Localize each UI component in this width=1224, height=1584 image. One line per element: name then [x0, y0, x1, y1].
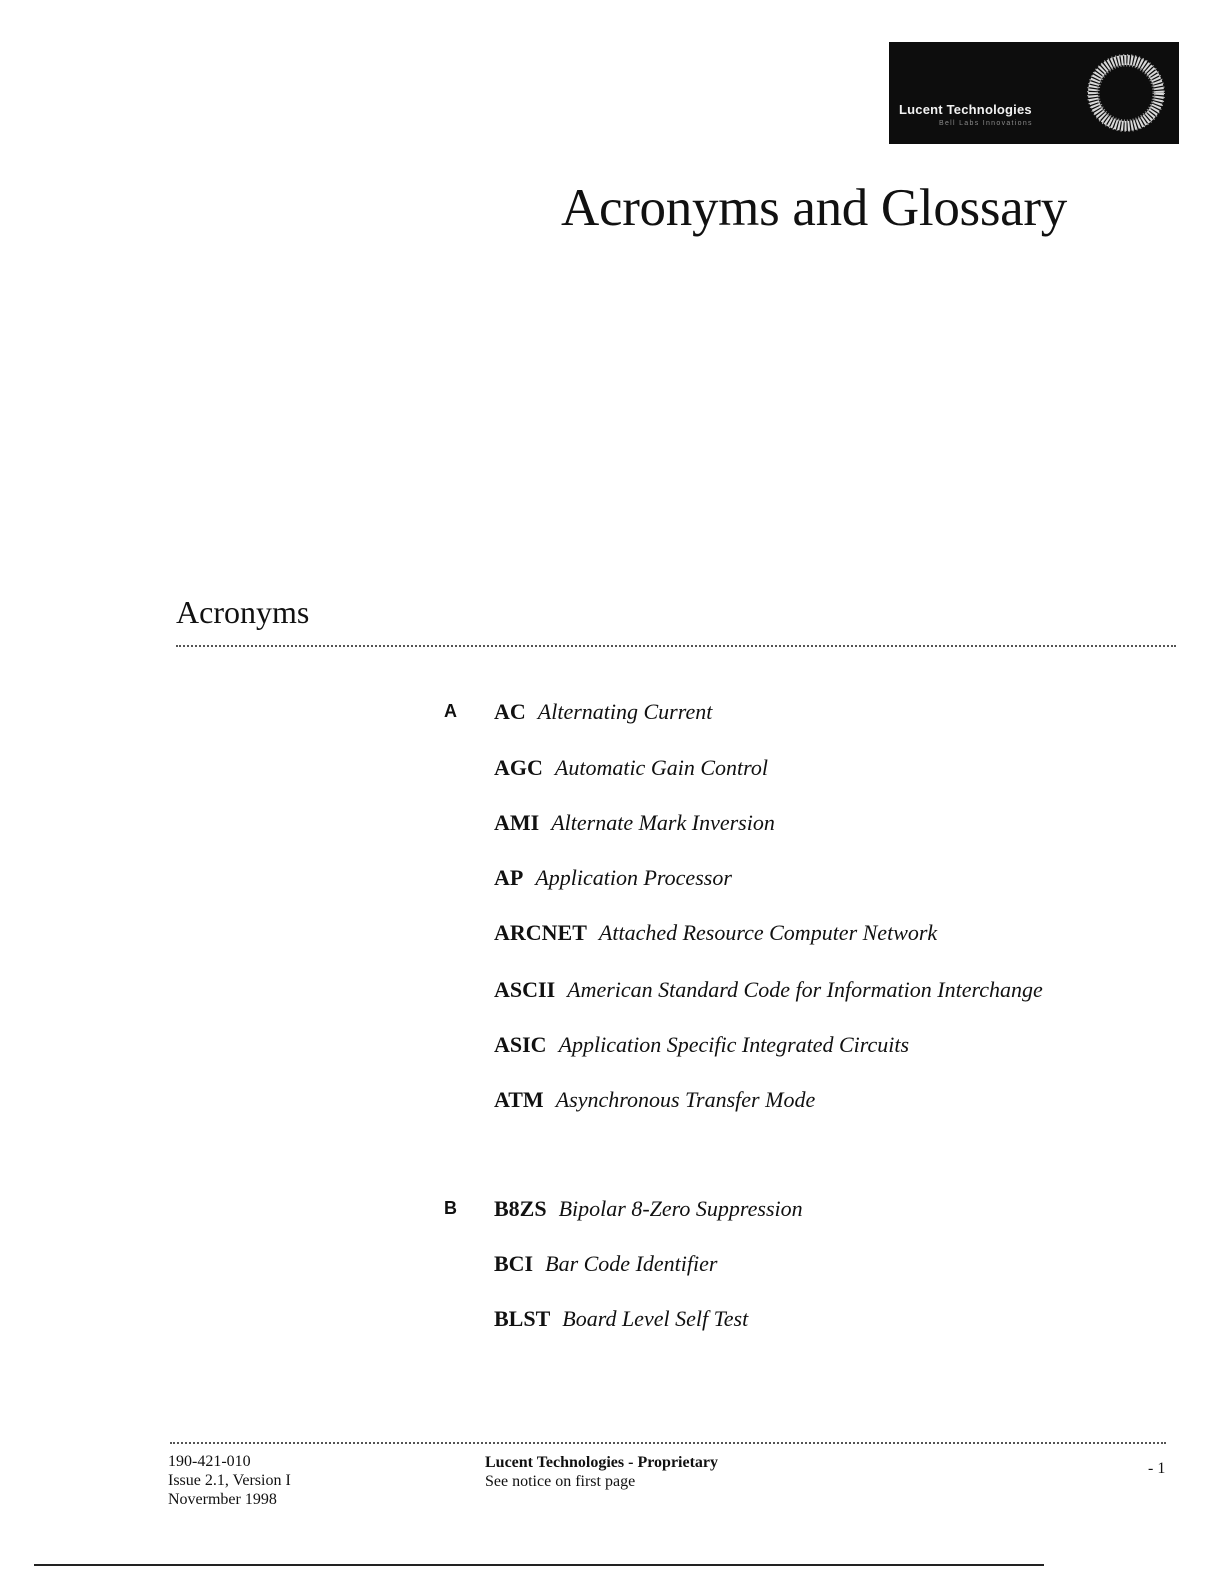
acronym-definition: Alternating Current	[537, 699, 713, 724]
acronym-entry	[494, 920, 937, 946]
acronym-definition: Attached Resource Computer Network	[598, 920, 938, 945]
footer-page-number: - 1	[1148, 1460, 1166, 1477]
acronym-definition: Application Processor	[535, 865, 732, 890]
footer-date: Novermber 1998	[168, 1491, 277, 1508]
acronym-entry	[494, 1306, 748, 1332]
acronym-entry	[494, 1196, 803, 1222]
footer-proprietary: Lucent Technologies - Proprietary	[485, 1454, 719, 1471]
acronym-definition: Bar Code Identifier	[545, 1251, 718, 1276]
group-letter-a: A	[444, 701, 457, 721]
acronym-entry	[494, 699, 712, 725]
acronym-definition: Asynchronous Transfer Mode	[555, 1087, 816, 1112]
acronym-abbr: AC	[494, 699, 526, 724]
acronym-abbr: B8ZS	[494, 1196, 547, 1221]
acronym-abbr: ASCII	[494, 977, 556, 1002]
acronym-abbr: ATM	[494, 1087, 544, 1112]
acronym-abbr: AMI	[494, 810, 540, 835]
footer-proprietary-notice	[485, 1453, 718, 1491]
acronym-definition: Application Specific Integrated Circuits	[558, 1032, 910, 1057]
section-divider	[176, 645, 1176, 647]
acronym-abbr: BCI	[494, 1251, 534, 1276]
footer-issue: Issue 2.1, Version I	[168, 1472, 291, 1489]
acronym-entry	[494, 865, 732, 891]
section-title: Acronyms	[176, 594, 310, 630]
logo-company-name: Lucent Technologies	[899, 102, 1032, 117]
company-logo	[889, 42, 1179, 144]
footer-divider	[170, 1442, 1166, 1444]
group-letter-b: B	[444, 1198, 457, 1218]
acronym-abbr: BLST	[494, 1306, 551, 1331]
footer-document-info	[168, 1452, 291, 1509]
acronym-entry	[494, 755, 768, 781]
acronym-abbr: AGC	[494, 755, 543, 780]
acronym-definition: American Standard Code for Information Interchange	[567, 977, 1043, 1002]
acronym-abbr: ASIC	[494, 1032, 547, 1057]
acronym-definition: Alternate Mark Inversion	[551, 810, 775, 835]
footer-notice: See notice on first page	[485, 1473, 636, 1490]
acronym-definition: Automatic Gain Control	[554, 755, 768, 780]
acronym-entry	[494, 1087, 815, 1113]
innovation-ring-icon	[1085, 52, 1167, 134]
logo-tagline: Bell Labs Innovations	[939, 120, 1033, 127]
acronym-entry	[494, 1251, 717, 1277]
footer-doc-number: 190-421-010	[168, 1453, 251, 1470]
acronym-entry	[494, 977, 1043, 1003]
acronym-abbr: AP	[494, 865, 524, 890]
page-title: Acronyms and Glossary	[561, 179, 1067, 237]
acronym-entry	[494, 1032, 909, 1058]
acronym-abbr: ARCNET	[494, 920, 587, 945]
acronym-definition: Bipolar 8-Zero Suppression	[558, 1196, 803, 1221]
acronym-entry	[494, 810, 775, 836]
bottom-edge-line	[34, 1564, 1044, 1566]
acronym-definition: Board Level Self Test	[562, 1306, 749, 1331]
